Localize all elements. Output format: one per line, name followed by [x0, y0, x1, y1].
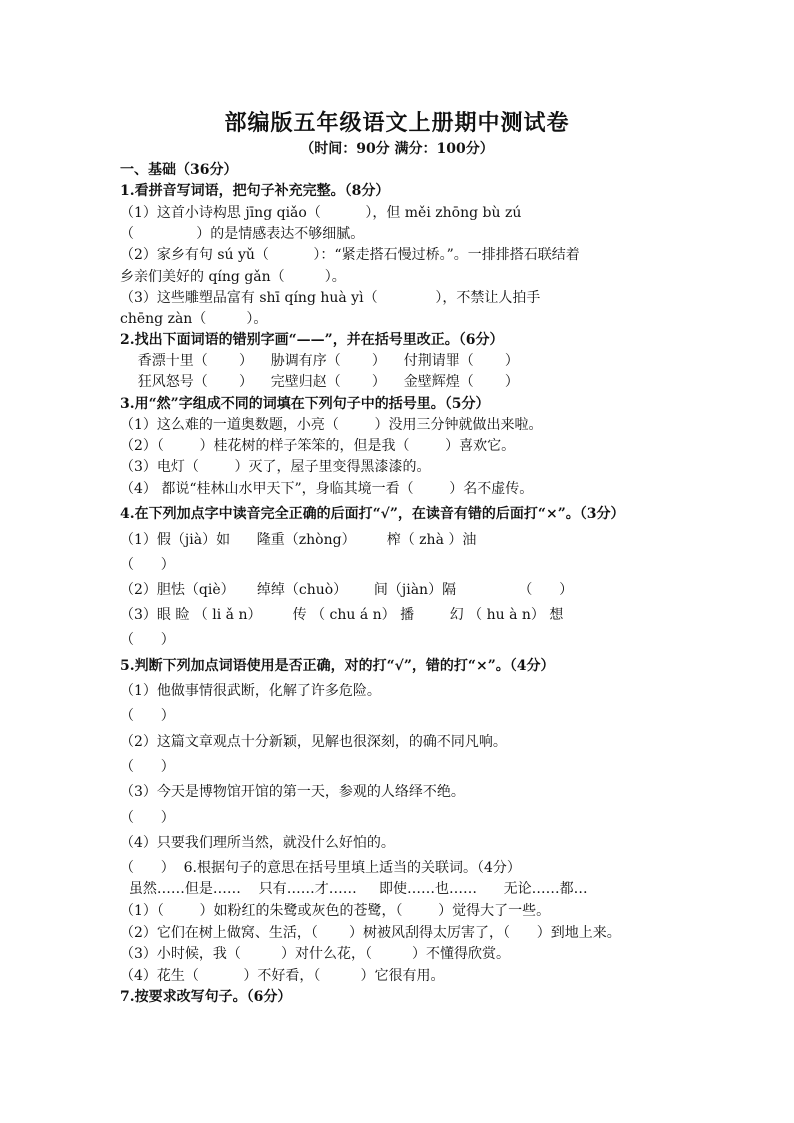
section-heading: 一、基础（36分）	[120, 162, 238, 178]
question-line: （1）假（jià）如 隆重（zhòng） 榨（ zhà ）油	[120, 532, 477, 548]
question-line: （3）这些雕塑品富有 shī qíng huà yì（ ），不禁让人拍手	[120, 290, 541, 306]
question-line: 乡亲们美好的 qíng gǎn（ ）。	[120, 269, 346, 285]
question-line: （1）（ ）如粉红的朱鹭或灰色的苍鹭，（ ）觉得大了一些。	[120, 903, 551, 919]
question-heading: 1.看拼音写词语，把句子补充完整。（8分）	[120, 183, 390, 199]
exam-subtitle: （时间：90分 满分：100分）	[300, 141, 494, 157]
question-heading: 4.在下列加点字中读音完全正确的后面打“√”，在读音有错的后面打“×”。（3分）	[120, 506, 625, 522]
question-line: （4） 都说“桂林山水甲天下”，身临其境一看（ ）名不虚传。	[120, 481, 534, 497]
question-line: （1）他做事情很武断，化解了许多危险。	[120, 683, 381, 699]
question-line: （2）胆怯（qiè） 绰绰（chuò） 间（jiàn）隔 （ ）	[120, 582, 574, 598]
question-line: 虽然……但是…… 只有……才…… 即使……也…… 无论……都…	[120, 881, 588, 897]
question-line: （3）眼 睑 （ li ǎ n） 传 （ chu á n） 播 幻 （ hu à n） 想	[120, 607, 564, 623]
question-line: （3）小时候，我（ ）对什么花，（ ）不懂得欣赏。	[120, 946, 511, 962]
question-line: chēng zàn（ ）。	[120, 311, 268, 327]
question-heading: 3.用“然”字组成不同的词填在下列句子中的括号里。（5分）	[120, 396, 490, 412]
question-heading: 2.找出下面词语的错别字画“——”，并在括号里改正。（6分）	[120, 332, 504, 348]
question-line: （2）家乡有句 sú yǔ（ ）：“紧走搭石慢过桥。”。一排排搭石联结着	[120, 247, 580, 263]
question-line: （ ）	[120, 759, 175, 775]
question-line: （1）这么难的一道奥数题，小亮（ ）没用三分钟就做出来啦。	[120, 417, 543, 433]
question-line: （1）这首小诗构思 jīng qiǎo（ ），但 měi zhōng bù zú	[120, 205, 522, 221]
question-line: （ ）	[120, 810, 175, 826]
question-line: （3）电灯（ ）灭了，屋子里变得黑漆漆的。	[120, 459, 431, 475]
question-line: （ ） 6.根据句子的意思在括号里填上适当的关联词。（4分）	[120, 860, 521, 876]
exam-title: 部编版五年级语文上册期中测试卷	[224, 110, 570, 136]
question-line: （2）这篇文章观点十分新颖，见解也很深刻，的确不同凡响。	[120, 734, 507, 750]
question-heading: 7.按要求改写句子。（6分）	[120, 989, 292, 1005]
question-line: （ ）	[120, 557, 175, 573]
question-line: （4）只要我们理所当然，就没什么好怕的。	[120, 835, 395, 851]
question-line: （ ）	[120, 632, 175, 648]
question-line: （2）它们在树上做窝、生活，（ ）树被风刮得太厉害了，（ ）到地上来。	[120, 925, 621, 941]
question-line: 狂风怒号（ ） 完壁归赵（ ） 金壁辉煌（ ）	[120, 374, 519, 390]
question-line: （ ）	[120, 708, 175, 724]
question-line: （3）今天是博物馆开馆的第一天，参观的人络绎不绝。	[120, 784, 465, 800]
question-line: 香漂十里（ ） 胁调有序（ ） 付荆请罪（ ）	[120, 353, 519, 369]
question-heading: 5.判断下列加点词语使用是否正确，对的打“√”，错的打“×”。（4分）	[120, 658, 555, 674]
question-line: （4）花生（ ）不好看，（ ）它很有用。	[120, 968, 445, 984]
question-line: （2）（ ）桂花树的样子笨笨的，但是我（ ）喜欢它。	[120, 438, 516, 454]
question-line: （ ）的是情感表达不够细腻。	[120, 226, 365, 242]
